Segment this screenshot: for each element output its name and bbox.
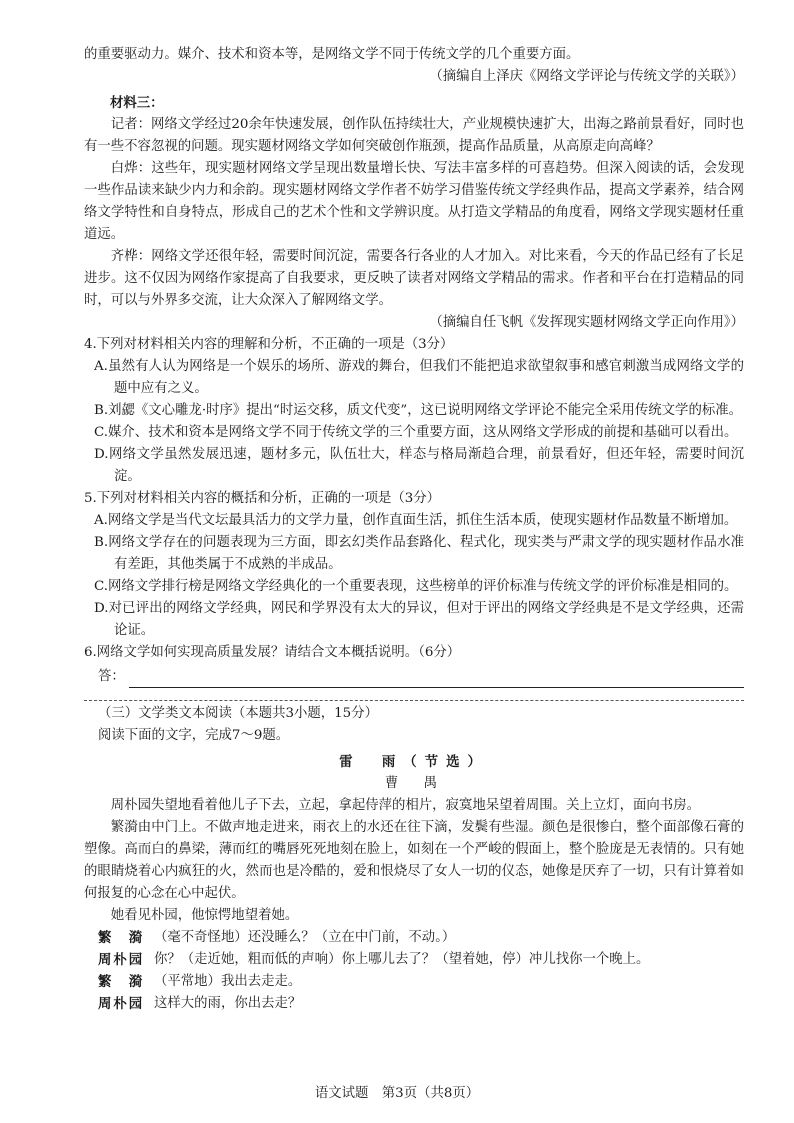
carryover-line: 的重要驱动力。媒介、技术和资本等，是网络文学不同于传统文学的几个重要方面。 [84,47,580,62]
interview-paragraph: 白烨：这些年，现实题材网络文学呈现出数量增长快、写法丰富多样的可喜趋势。但深入阅读的话，会发现一些作品读来缺少内力和余韵。现实题材网络文学作者不妨学习借鉴传统文学经典作品，提高文学素养，结合网络文学特性和自身特点，形成自己的艺术个性和文学辨识度。从打造文学精品的角度看，网络文学现实题材任重道远。 [84,161,744,242]
excerpt-title: 雷 雨（节选） [339,754,489,770]
question-5-stem: 5.下列对材料相关内容的概括和分析，正确的一项是（3分） [84,491,441,506]
material-3-title: 材料三： [110,95,164,111]
stage-direction: 周朴园失望地看着他儿子下去，立起，拿起侍萍的相片，寂寞地呆望着周围。关上立灯，面向书房。 [110,798,700,813]
source-citation-1: （摘编自上泽庆《网络文学评论与传统文学的关联》） [429,69,744,84]
stage-direction: 繁漪由中门上。不做声地走进来，雨衣上的水还在往下滴，发鬓有些湿。颜色是很惨白，整个面部像石膏的塑像。高而白的鼻梁，薄而红的嘴唇死死地刻在脸上，如刻在一个严峻的假面上，整个脸庞是无表情的。只有她的眼睛烧着心内疯狂的火，然而也是冷酷的，爱和恨烧尽了女人一切的仪态，她像是厌弃了一切，只有计算着如何报复的心念在心中起伏。 [84,820,744,901]
excerpt-author: 曹 禺 [384,776,444,791]
question-4-option-a: A.虽然有人认为网络是一个娱乐的场所、游戏的舞台，但我们不能把追求欲望叙事和感官刺激当成网络文学的题中应有之义。 [94,359,744,396]
question-5-option-c: C.网络文学排行榜是网络文学经典化的一个重要表现，这些榜单的评价标准与传统文学的评价标准是相同的。 [94,579,738,594]
stage-direction: 她看见朴园，他惊愕地望着她。 [110,908,299,923]
speech: 这样大的雨，你出去走？ [154,996,302,1011]
dialogue-line [84,927,744,949]
question-6-stem: 6.网络文学如何实现高质量发展？请结合文本概括说明。（6分） [84,645,461,660]
speaker: 周朴园 [98,996,145,1012]
question-4-option-d: D.网络文学虽然发展迅速，题材多元，队伍壮大，样态与格局渐趋合理，前景看好，但还年轻，需要时间沉淀。 [94,447,744,484]
question-4-stem: 4.下列对材料相关内容的理解和分析，不正确的一项是（3分） [84,337,454,352]
dialogue-line [84,971,744,993]
answer-label: 答： [98,669,125,684]
speaker: 繁 漪 [98,930,145,946]
section-3-heading: （三）文学类文本阅读（本题共3小题，15分） [98,706,378,721]
question-5-option-d: D.对已评出的网络文学经典，网民和学界没有太大的异议，但对于评出的网络文学经典是不是文学经典，还需论证。 [94,601,744,638]
speech: 你？（走近她，粗而低的声响）你上哪儿去了？（望着她，停）冲儿找你一个晚上。 [154,952,650,967]
speaker: 周朴园 [98,952,145,968]
answer-line[interactable] [84,666,744,688]
speech: （毫不奇怪地）还没睡么？（立在中门前，不动。） [154,930,456,945]
question-5-option-b: B.网络文学存在的问题表现为三方面，即玄幻类作品套路化、程式化，现实类与严肃文学的现实题材作品水准有差距，其他类属于不成熟的半成品。 [94,535,744,572]
page-content [84,44,744,1015]
interview-paragraph: 记者：网络文学经过20余年快速发展，创作队伍持续壮大，产业规模快速扩大，出海之路前景看好，同时也有一些不容忽视的问题。现实题材网络文学如何突破创作瓶颈，提高作品质量，从高原走向高峰？ [84,117,744,154]
dialogue-line [84,993,744,1015]
question-4-option-c: C.媒介、技术和资本是网络文学不同于传统文学的三个重要方面，这从网络文学形成的前提和基础可以看出。 [94,425,738,440]
question-5-option-a: A.网络文学是当代文坛最具活力的文学力量，创作直面生活，抓住生活本质，使现实题材作品数量不断增加。 [94,513,738,528]
page-footer: 语文试题 第3页（共8页） [314,1086,480,1101]
question-4-option-b: B.刘勰《文心雕龙·时序》提出“时运交移，质文代变”，这已说明网络文学评论不能完全采用传统文学的标准。 [94,403,743,418]
section-3-instruction: 阅读下面的文字，完成7～9题。 [98,728,290,743]
speech: （平常地）我出去走走。 [154,974,302,989]
speaker: 繁 漪 [98,974,145,990]
interview-paragraph: 齐桦：网络文学还很年轻，需要时间沉淀，需要各行各业的人才加入。对比来看，今天的作品已经有了长足进步。这不仅因为网络作家提高了自我要求，更反映了读者对网络文学精品的需求。作者和平台在打造精品的同时，可以与外界多交流，让大众深入了解网络文学。 [84,249,744,308]
answer-rule [129,671,744,688]
dialogue-line [84,949,744,971]
source-citation-2: （摘编自任飞帆《发挥现实题材网络文学正向作用》） [429,315,744,330]
section-divider [84,700,744,701]
